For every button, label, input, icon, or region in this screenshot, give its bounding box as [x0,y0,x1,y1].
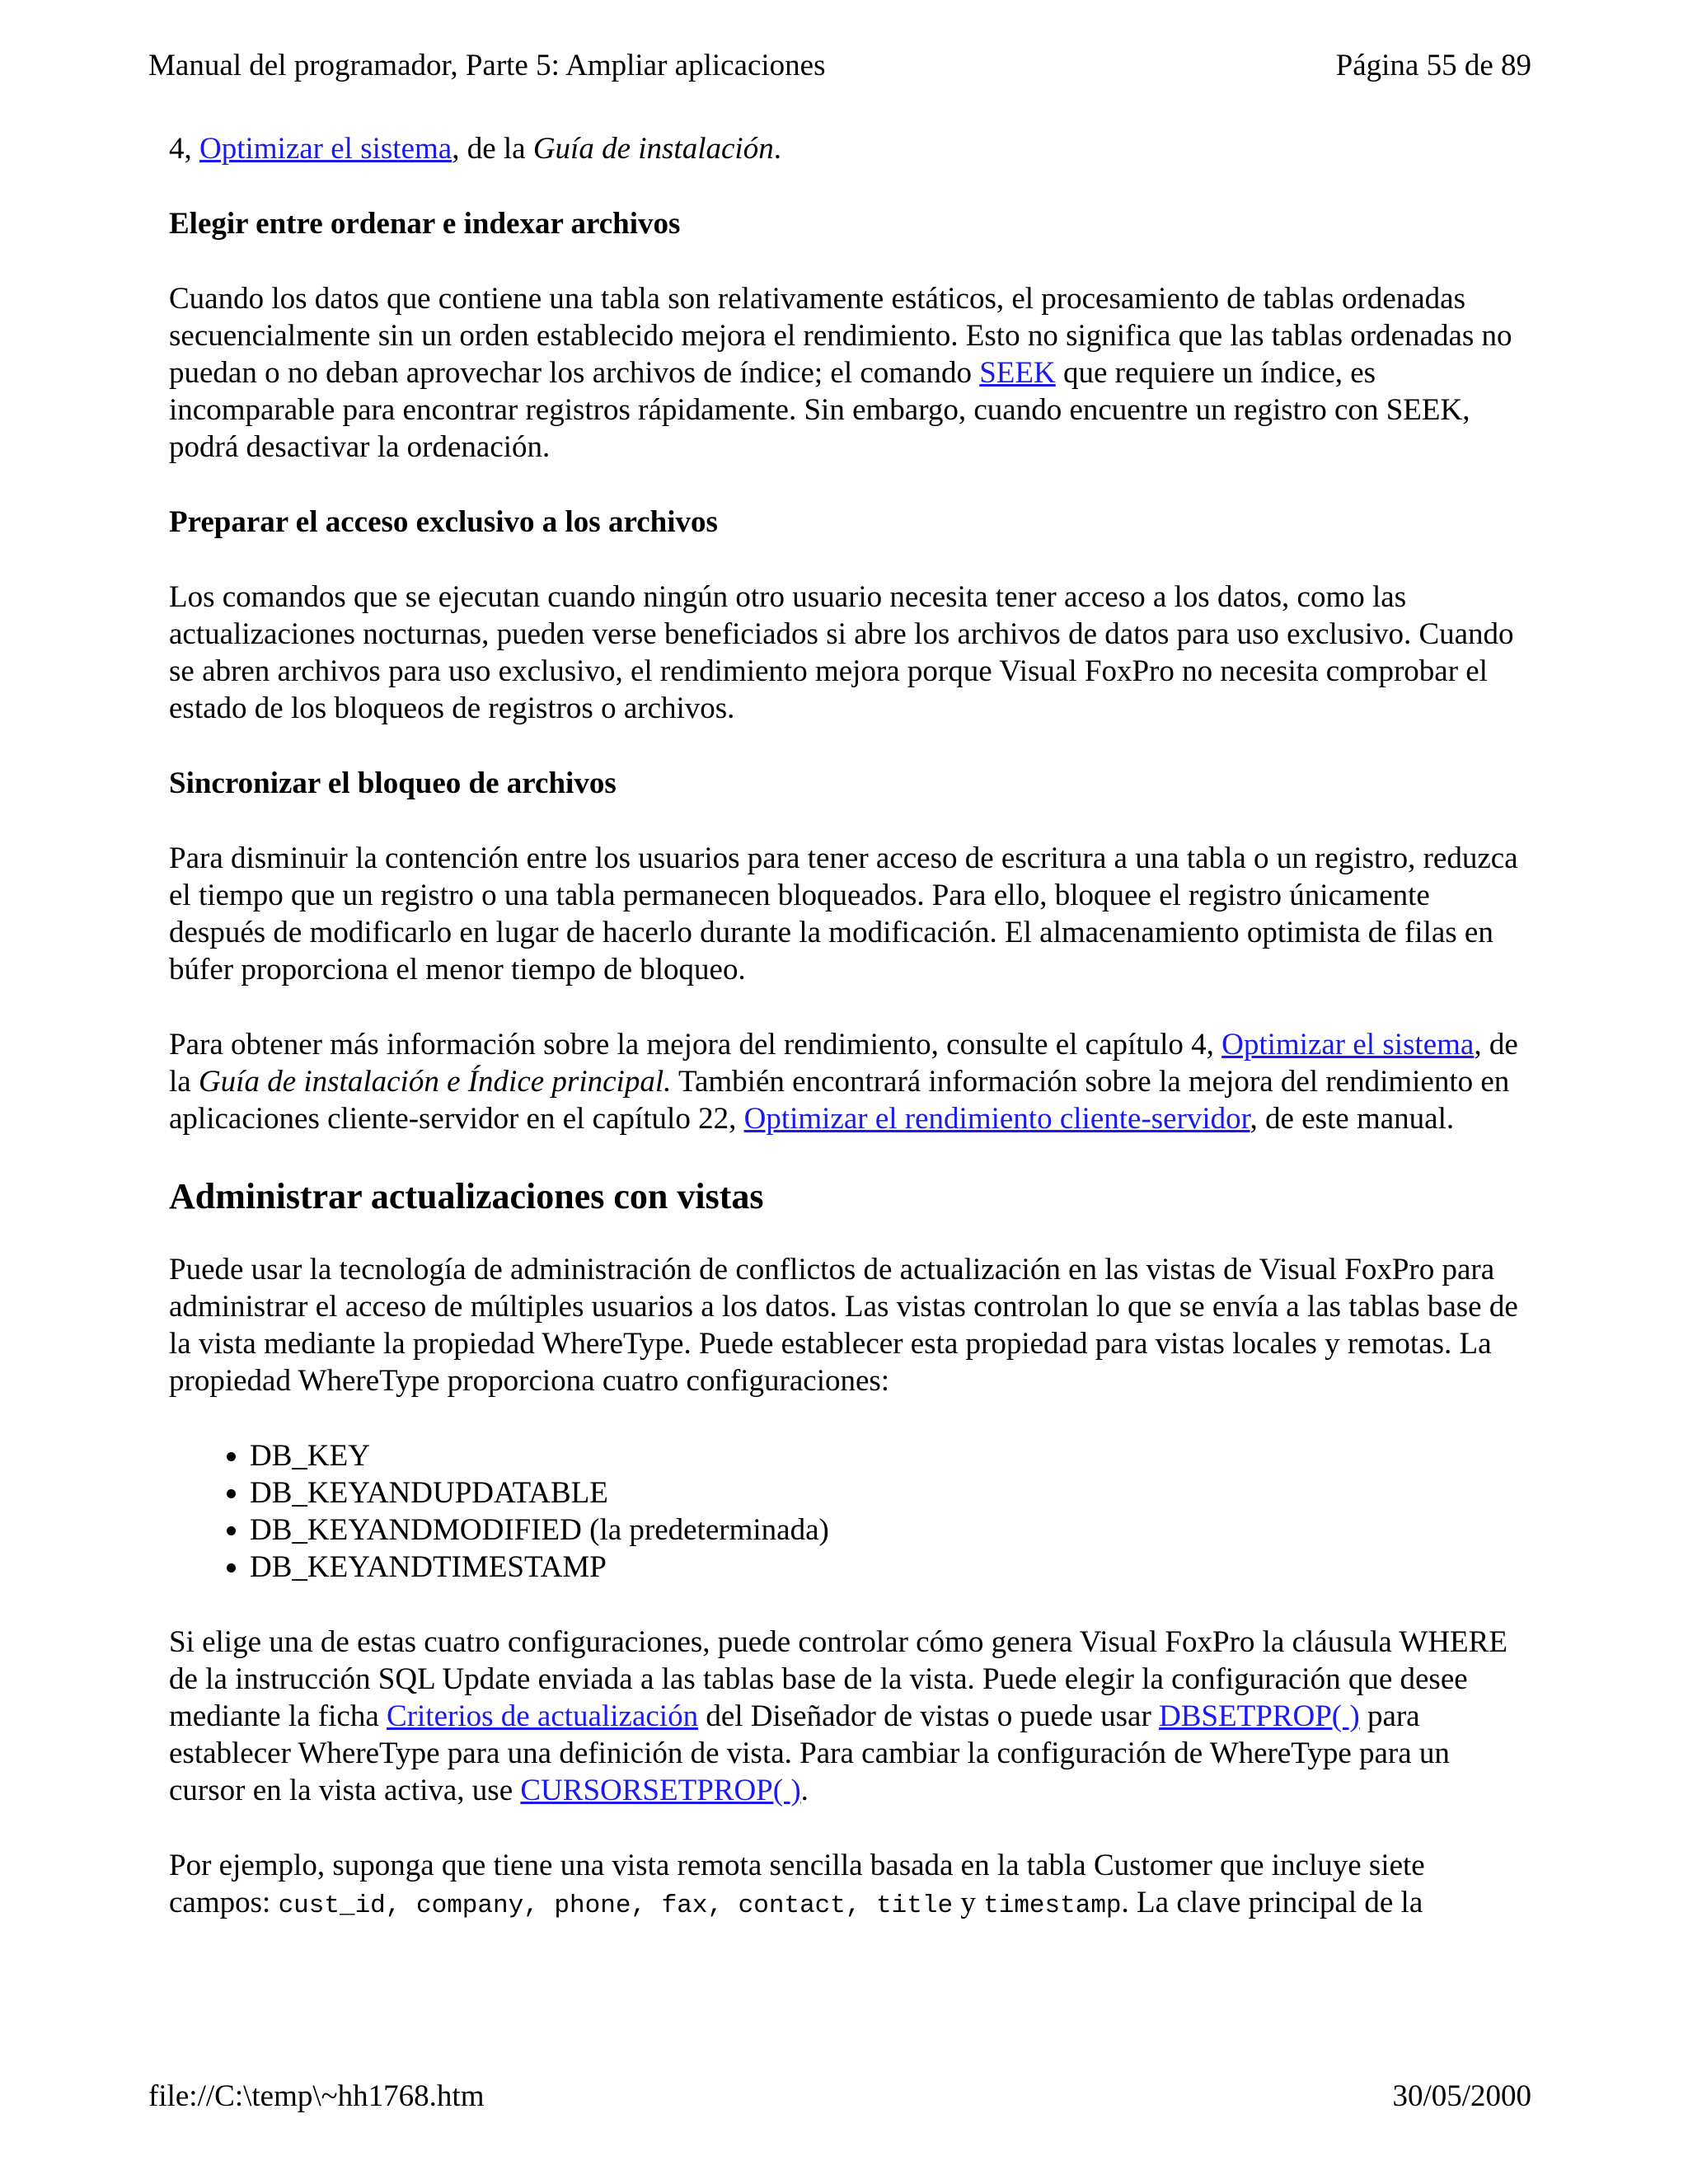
link-criterios-actualizacion[interactable]: Criterios de actualización [387,1699,699,1733]
heading-acceso-exclusivo: Preparar el acceso exclusivo a los archivos [169,505,718,539]
list-item: • DB_KEY [250,1437,1521,1474]
list-item: • DB_KEYANDUPDATABLE [250,1474,1521,1511]
page-body [0,124,1688,1994]
paragraph-configuraciones: Si elige una de estas cuatro configuraciones, puede controlar cómo genera Visual FoxPro la cláusula WHERE de la instrucción SQL Update enviada a las tablas base de la vista. Puede elegir la configuración que desee mediante la ficha Criterios de actualización del Diseñador de vistas o puede usar DBSETPROP( ) para establecer WhereType para una definición de vista. Para cambiar la configuración de WhereType para un cursor en la vista activa, use CURSORSETPROP( ). [169,1625,1507,1807]
paragraph-mas-informacion: Para obtener más información sobre la mejora del rendimiento, consulte el capítulo 4, Optimizar el sistema, de la Guía de instalación e Índice principal. También encontrará información sobre la mejora del rendimiento en aplicaciones cliente-servidor en el capítulo 22, Optimizar el rendimiento cliente-servidor, de este manual. [169,1028,1518,1136]
heading-ordenar-indexar: Elegir entre ordenar e indexar archivos [169,207,681,241]
paragraph-ordenar-indexar: Cuando los datos que contiene una tabla son relativamente estáticos, el procesamiento de tablas ordenadas secuencialmente sin un orden establecido mejora el rendimiento. Esto no significa que las tablas ordenadas no puedan o no deban aprovechar los archivos de índice; el comando SEEK que requiere un índice, es incomparable para encontrar registros rápidamente. Sin embargo, cuando encuentre un registro con SEEK, podrá desactivar la ordenación. [169,282,1512,464]
code-fields: cust_id, company, phone, fax, contact, title [278,1891,954,1920]
link-optimizar-sistema-top[interactable]: Optimizar el sistema [199,132,452,166]
link-seek[interactable]: SEEK [979,356,1056,390]
document-content [169,130,1521,1962]
paragraph-ejemplo: Por ejemplo, suponga que tiene una vista remota sencilla basada en la tabla Customer que incluye siete campos: cust_id, company, phone, fax, contact, title y timestamp. La clave principal de la [169,1849,1425,1920]
link-cursorsetprop[interactable]: CURSORSETPROP( ) [520,1774,801,1807]
paragraph-acceso-exclusivo: Los comandos que se ejecutan cuando ningún otro usuario necesita tener acceso a los datos, como las actualizaciones nocturnas, pueden verse beneficiados si abre los archivos de datos para uso exclusivo. Cuando se abren archivos para uso exclusivo, el rendimiento mejora porque Visual FoxPro no necesita comprobar el estado de los bloqueos de registros o archivos. [169,580,1514,725]
link-optimizar-sistema[interactable]: Optimizar el sistema [1221,1028,1475,1062]
code-timestamp: timestamp [983,1891,1122,1920]
footer-file-path: file://C:\temp\~hh1768.htm [148,2079,485,2113]
heading-sincronizar-bloqueo: Sincronizar el bloqueo de archivos [169,766,617,800]
footer-date: 30/05/2000 [1392,2079,1531,2113]
heading-administrar-actualizaciones: Administrar actualizaciones con vistas [169,1176,764,1216]
page-footer [148,2079,1531,2115]
link-optimizar-rendimiento-cliente-servidor[interactable]: Optimizar el rendimiento cliente-servidor [743,1102,1250,1136]
link-dbsetprop[interactable]: DBSETPROP( ) [1159,1699,1360,1733]
header-page-number: Página 55 de 89 [1335,49,1531,82]
paragraph-sincronizar-bloqueo: Para disminuir la contención entre los usuarios para tener acceso de escritura a una tabla o un registro, reduzca el tiempo que un registro o una tabla permanecen bloqueados. Para ello, bloquee el registro únicamente después de modificarlo en lugar de hacerlo durante la modificación. El almacenamiento optimista de filas en búfer proporciona el menor tiempo de bloqueo. [169,841,1518,987]
page-header [148,48,1531,84]
paragraph-vistas-intro: Puede usar la tecnología de administración de conflictos de actualización en las vistas de Visual FoxPro para administrar el acceso de múltiples usuarios a los datos. Las vistas controlan lo que se envía a las tablas base de la vista mediante la propiedad WhereType. Puede establecer esta propiedad para vistas locales y remotas. La propiedad WhereType proporciona cuatro configuraciones: [169,1253,1518,1398]
wheretype-list [169,1437,1521,1586]
top-fragment: 4, Optimizar el sistema, de la Guía de instalación. [169,132,781,166]
list-item: • DB_KEYANDMODIFIED (la predeterminada) [250,1511,1521,1549]
header-title: Manual del programador, Parte 5: Ampliar aplicaciones [148,49,826,82]
list-item: • DB_KEYANDTIMESTAMP [250,1549,1521,1586]
